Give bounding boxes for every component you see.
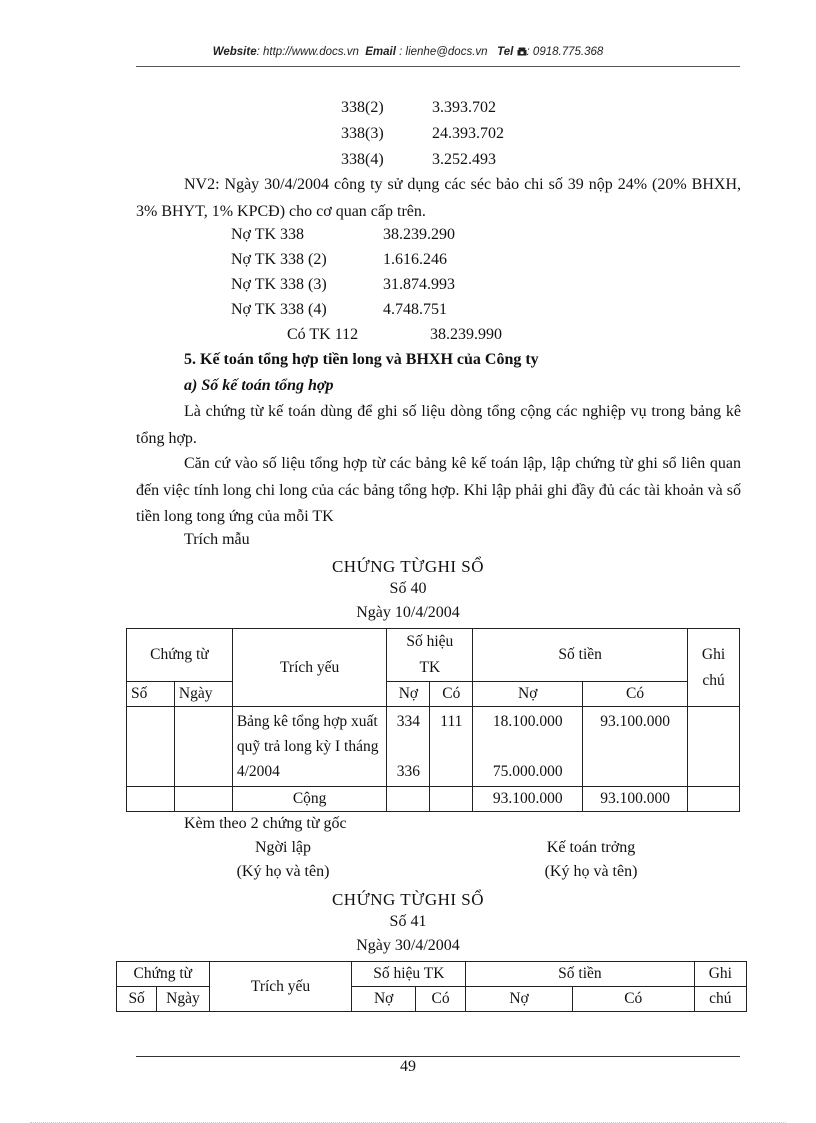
debit-row: Nợ TK 338 (3) 31.874.993 [231,276,455,293]
page-header [0,46,816,58]
entry-amount: 3.393.702 [432,99,496,116]
header-ngay: Ngày [157,987,209,1012]
debit-row: Nợ TK 338 (2) 1.616.246 [231,251,447,268]
section-heading: 5. Kế toán tổng hợp tiền long và BHXH của Công ty [184,351,539,368]
paragraph-1: Là chứng từ kế toán dùng để ghi số liệu dòng tổng cộng các nghiệp vụ trong bảng kê tổng hợp. [136,403,741,447]
footer-rule [136,1056,740,1057]
table-row [127,707,740,787]
voucher1-table [126,628,740,812]
page-number: 49 [400,1058,416,1075]
row-tk-no: 334 [396,713,421,730]
header-so: Số [127,682,175,707]
header-co-amount: Có [583,682,688,707]
phone-icon [517,47,527,56]
tel-value: : 0918.775.368 [526,46,604,58]
nv2-paragraph: NV2: Ngày 30/4/2004 công ty sử dụng các séc bảo chi số 39 nộp 24% (20% BHXH, 3% BHYT, 1% KPCĐ) cho cơ quan cấp trên. [136,176,741,220]
voucher1-title: CHỨNG TỪGHI SỔ [331,557,485,576]
header-so-tien: Số tiền [473,629,688,682]
voucher2-title: CHỨNG TỪGHI SỔ [331,890,485,909]
paragraph-2: Căn cứ vào số liệu tổng hợp từ các bảng kê kế toán lập, lập chứng từ ghi sổ liên quan đến việc tính long chi long của các bảng tổng hợp. Khi lập phải ghi đầy đủ các tài khoản và số tiền long tong ứng của mỗi TK [136,455,741,525]
email-value: : lienhe@docs.vn [399,46,488,58]
total-no: 93.100.000 [473,787,583,812]
header-chung-tu: Chứng từ [127,629,233,682]
voucher2-table [116,961,747,1012]
trich-mau: Trích mẫu [184,531,250,548]
debit-row: Nợ TK 338 38.239.290 [231,226,455,243]
signature-right-sub: (Ký họ và tên) [544,863,638,880]
row-amount-no: 18.100.000 [492,713,563,730]
row-description: Bảng kê tổng hợp xuất quỹ trả long kỳ I tháng 4/2004 [232,707,387,787]
row-tk-no: 336 [396,763,421,780]
total-label: Cộng [232,787,387,812]
header-so-tien: Số tiền [466,962,694,987]
voucher2-number: Số 41 [389,913,427,930]
header-co: Có [415,987,465,1012]
credit-row: Có TK 112 38.239.990 [287,326,502,343]
voucher1-date: Ngày 10/4/2004 [356,604,460,621]
header-co: Có [430,682,473,707]
row-amount-co: 93.100.000 [600,713,670,730]
entry-code: 338(4) [341,151,384,168]
email-label: Email [365,46,396,58]
website-value: : http://www.docs.vn [256,46,359,58]
header-no: Nợ [352,987,415,1012]
debit-row: Nợ TK 338 (4) 4.748.751 [231,301,447,318]
header-ghi-chu: Ghi chú [688,629,740,707]
signature-left-sub: (Ký họ và tên) [236,863,330,880]
header-no-amount: Nợ [466,987,573,1012]
attach-note: Kèm theo 2 chứng từ gốc [184,815,347,832]
header-trich-yeu: Trích yếu [209,962,352,1012]
header-so-hieu-tk: Số hiệu TK [387,629,473,682]
entry-code: 338(3) [341,125,384,142]
header-no: Nợ [387,682,430,707]
entry-code: 338(2) [341,99,384,116]
header-chu: chú [694,987,746,1012]
header-ngay: Ngày [174,682,232,707]
header-ghi: Ghi [694,962,746,987]
header-no-amount: Nợ [473,682,583,707]
header-trich-yeu: Trích yếu [232,629,387,707]
signature-left-title: Ngời lập [254,839,311,856]
header-co-amount: Có [572,987,694,1012]
header-chung-tu: Chứng từ [117,962,210,987]
header-rule [136,66,740,67]
total-co: 93.100.000 [583,787,688,812]
website-label: Website [212,46,257,58]
entry-amount: 3.252.493 [432,151,496,168]
header-so-hieu-tk: Số hiệu TK [352,962,466,987]
total-row [127,787,740,812]
entry-amount: 24.393.702 [432,125,504,142]
entry-row [341,95,496,121]
signature-right-title: Kế toán trởng [546,839,636,856]
voucher2-date: Ngày 30/4/2004 [356,937,460,954]
header-so: Số [117,987,157,1012]
entry-row [341,147,496,173]
entry-row [341,121,504,147]
voucher1-number: Số 40 [389,580,427,597]
subsection-heading: a) Số kế toán tổng hợp [184,377,334,394]
row-amount-no: 75.000.000 [492,763,563,780]
tel-label: Tel [497,46,514,58]
row-tk-co: 111 [440,713,463,730]
